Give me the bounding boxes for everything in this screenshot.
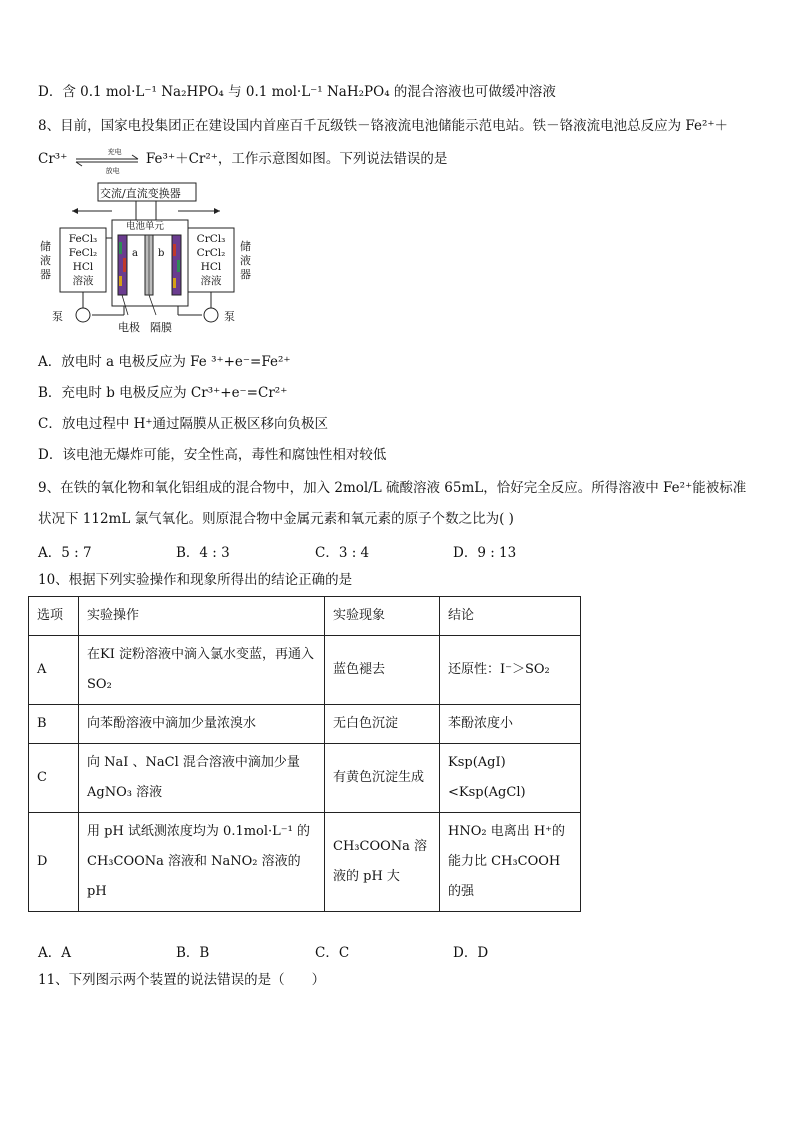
q10-option-d: D．D — [453, 945, 489, 961]
table-row — [29, 636, 581, 705]
table-cell: Ksp(AgI)<Ksp(AgCl) — [440, 744, 581, 813]
table-cell: 在KI 淀粉溶液中滴入氯水变蓝，再通入 SO₂ — [79, 636, 325, 705]
table-cell: 还原性：I⁻＞SO₂ — [440, 636, 581, 705]
q9-line-2: 状况下 112mL 氯气氧化。则原混合物中金属元素和氧元素的原子个数之比为( ) — [38, 511, 514, 527]
q8-option-c: C．放电过程中 H⁺通过隔膜从正极区移向负极区 — [38, 416, 329, 432]
table-cell: 有黄色沉淀生成 — [325, 744, 440, 813]
left-solution — [61, 232, 105, 288]
table-cell: CH₃COONa 溶液的 pH 大 — [325, 813, 440, 912]
table-header-row — [29, 597, 581, 636]
right-solution — [189, 232, 233, 288]
table-cell: 向苯酚溶液中滴加少量浓溴水 — [79, 705, 325, 744]
right-tank-label: 储液器 — [240, 240, 251, 281]
electrode-b-label: b — [158, 248, 165, 259]
left-solution-4: 溶液 — [72, 275, 94, 287]
reversible-arrow — [72, 147, 142, 175]
header-phenomenon: 实验现象 — [325, 597, 440, 636]
right-solution-3: HCl — [200, 261, 222, 273]
left-solution-1: FeCl₃ — [68, 233, 98, 245]
table-row — [29, 705, 581, 744]
table-cell: 苯酚浓度小 — [440, 705, 581, 744]
q9-option-c: C．3 : 4 — [315, 545, 370, 561]
right-solution-1: CrCl₃ — [196, 233, 226, 245]
q8-eq-right: Fe³⁺＋Cr²⁺，工作示意图如图。下列说法错误的是 — [145, 151, 448, 167]
table-cell: 向 NaI 、NaCl 混合溶液中滴加少量 AgNO₃ 溶液 — [79, 744, 325, 813]
q10-option-a: A．A — [38, 945, 71, 961]
q10-option-c: C．C — [315, 945, 350, 961]
q9-option-a: A．5 : 7 — [38, 545, 92, 561]
q8-equation — [38, 147, 448, 175]
pump-left-label: 泵 — [52, 310, 63, 323]
right-solution-4: 溶液 — [200, 275, 222, 287]
pump-right-label: 泵 — [224, 310, 235, 323]
table-cell: 用 pH 试纸测浓度均为 0.1mol·L⁻¹ 的 CH₃COONa 溶液和 NaNO₂ 溶液的 pH — [79, 813, 325, 912]
table-cell: 蓝色褪去 — [325, 636, 440, 705]
table-cell: B — [29, 705, 79, 744]
q7-option-d: D．含 0.1 mol·L⁻¹ Na₂HPO₄ 与 0.1 mol·L⁻¹ NaH₂PO₄ 的混合溶液也可做缓冲溶液 — [38, 84, 556, 100]
experiment-table — [28, 596, 581, 912]
discharge-label: 放电 — [105, 166, 120, 175]
left-solution-3: HCl — [72, 261, 94, 273]
electrode-label: 电极 — [118, 321, 140, 334]
q8-title: 8、目前，国家电投集团正在建设国内首座百千瓦级铁－铬液流电池储能示范电站。铁－铬液流电池总反应为 Fe²⁺＋ — [38, 118, 729, 134]
membrane-label: 隔膜 — [150, 321, 172, 334]
q9-option-b: B．4 : 3 — [176, 545, 230, 561]
table-cell: C — [29, 744, 79, 813]
converter-label: 交流/直流变换器 — [100, 187, 181, 200]
left-tank-label: 储液器 — [40, 240, 51, 281]
table-cell: D — [29, 813, 79, 912]
q10-option-b: B．B — [176, 945, 210, 961]
q8-option-b: B．充电时 b 电极反应为 Cr³⁺+e⁻=Cr²⁺ — [38, 385, 288, 401]
charge-label: 充电 — [107, 147, 122, 156]
header-option: 选项 — [29, 597, 79, 636]
q8-option-a: A．放电时 a 电极反应为 Fe ³⁺+e⁻=Fe²⁺ — [38, 354, 291, 370]
cell-unit-label: 电池单元 — [126, 221, 165, 232]
table-cell: HNO₂ 电离出 H⁺的能力比 CH₃COOH 的强 — [440, 813, 581, 912]
header-operation: 实验操作 — [79, 597, 325, 636]
table-cell: A — [29, 636, 79, 705]
q8-option-d: D．该电池无爆炸可能，安全性高，毒性和腐蚀性相对较低 — [38, 447, 387, 463]
table-row — [29, 813, 581, 912]
battery-diagram — [38, 180, 278, 340]
table-row — [29, 744, 581, 813]
left-solution-2: FeCl₂ — [68, 247, 98, 259]
equilibrium-arrow-icon — [72, 151, 142, 169]
header-conclusion: 结论 — [440, 597, 581, 636]
q8-eq-left: Cr³⁺ — [38, 151, 68, 167]
q10-title: 10、根据下列实验操作和现象所得出的结论正确的是 — [38, 572, 353, 588]
q9-line-1: 9、在铁的氧化物和氧化铝组成的混合物中，加入 2mol/L 硫酸溶液 65mL，恰好完全反应。所得溶液中 Fe²⁺能被标准 — [38, 480, 747, 496]
q11-title: 11、下列图示两个装置的说法错误的是（ ） — [38, 972, 326, 988]
table-cell: 无白色沉淀 — [325, 705, 440, 744]
right-solution-2: CrCl₂ — [196, 247, 226, 259]
electrode-a-label: a — [132, 248, 138, 259]
q9-option-d: D．9 : 13 — [453, 545, 517, 561]
